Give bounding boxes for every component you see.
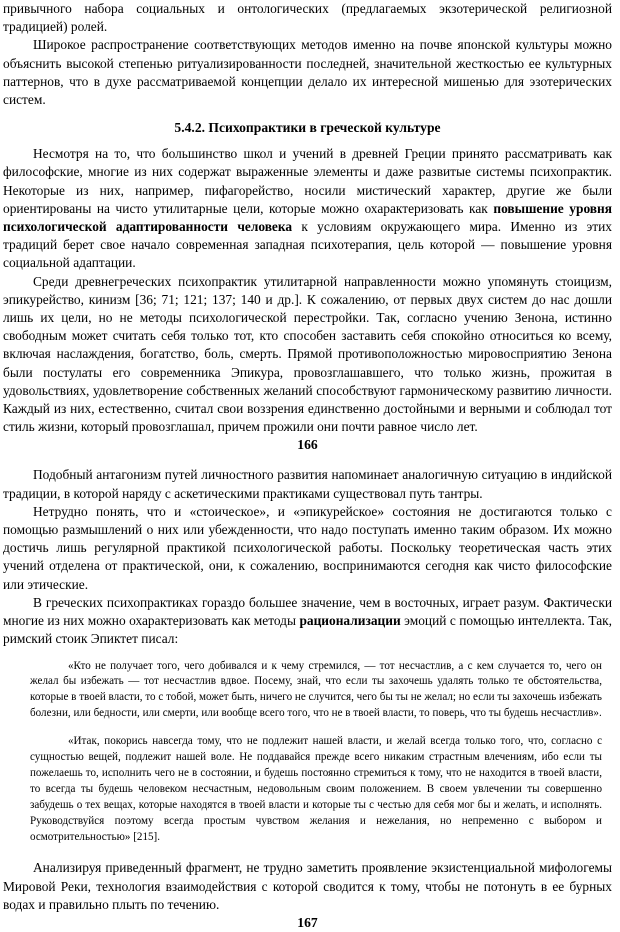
paragraph-greek-intro-bold: повышение уровня психологической адаптированности человека	[3, 200, 612, 235]
quote-epictetus-2: «Итак, покорись навсегда тому, что не подлежит нашей власти, и желай всегда только того, что, согласно с сущностью вещей, подлежит нашей воле. Не поддавайся прежде всего никаким страстным влечениям, ибо если ты пожелаешь то, исполнить чего не в состоянии, и будешь постоянно стремиться к тому, что не находится в твоей власти, то всегда ты будешь человеком несчастным, недовольным своим положением. В своем увлечении ты совершенно забудешь о тех вещах, которые находятся в твоей власти и которые ты с честью для себя мог бы и желать, и исполнять. Руководствуйся поэтому всегда простым чувством желания и нежелания, но непременно с выбором и осмотрительностью» [215].	[30, 735, 602, 843]
paragraph-reason	[3, 594, 612, 649]
paragraph-greek-intro-tail: к условиям окружающего мира. Именно из этих традиций берет свое начало современная западная психотерапия, цель которой — повышение уровня социальной адаптации.	[3, 219, 612, 271]
paragraph-continuation: привычного набора социальных и онтологических (предлагаемых экзотерической религиозной традицией) ролей.	[3, 1, 612, 35]
paragraph-reason-bold: рационализации	[299, 613, 401, 629]
paragraph-stoicism: Среди древнегреческих психопрактик утилитарной направленности можно упомянуть стоицизм, эпикурейство, кинизм [36; 71; 121; 137; 140 и др.]. К сожалению, от первых двух систем до нас дошли лишь их цели, но не методы психологической перестройки. Так, согласно учению Зенона, истинно свободным может считать себя только тот, кто способен заставить себя спокойно относиться ко всему, включая наслаждения, богатство, боль, смерть. Прямой противоположностью мировосприятию Зенона были постулаты его современника Эпикура, провозглашавшего, что только жизнь, прожитая в удовольствиях, удовлетворение собственных желаний способствуют гармоническому развитию личности. Каждый из них, естественно, считал свои воззрения единственно достойными и верными и соблюдал тот стиль жизни, который провозглашал, причем прожили они почти равное число лет.	[3, 273, 612, 435]
paragraph-states: Нетрудно понять, что и «стоическое», и «эпикурейское» состояния не достигаются только с помощью размышлений о них или убежденности, что надо поступать именно таким образом. Их можно достичь лишь регулярной практикой психологической работы. Поскольку теоретическая часть этих учений отделена от практической, они, к сожалению, воспринимаются сегодня как чисто философские или этические.	[3, 503, 612, 592]
page-number: 166	[297, 437, 318, 453]
paragraph-analysis: Анализируя приведенный фрагмент, не трудно заметить проявление экзистенциальной мифологемы Мировой Реки, технология взаимодействия с которой сводится к тому, чтобы не потонуть в ее бурных водах и правильно плыть по течению.	[3, 860, 612, 912]
paragraph-antagonism: Подобный антагонизм путей личностного развития напоминает аналогичную ситуацию в индийской традиции, в которой наряду с аскетическими практиками существовал путь тантры.	[3, 467, 612, 501]
paragraph-greek-intro-text: Несмотря на то, что большинство школ и учений в древней Греции принято рассматривать как философские, многие из них содержат выраженные элементы и даже развитые системы психопрактик. Некоторые из них, например, пифагорейство, носили мистический характер, другие же были ориентированы на чисто утилитарные цели, которые можно охарактеризовать как	[3, 146, 612, 216]
paragraph-japanese-culture: Широкое распространение соответствующих методов именно на почве японской культуры можно объяснить высокой степенью ритуализированности последней, значительной жесткостью ее культурных паттернов, что в духе рассматриваемой концепции делало их интересной мишенью для эзотерических систем.	[3, 37, 612, 108]
paragraph-reason-text: В греческих психопрактиках гораздо большее значение, чем в восточных, играет разум. Фактически многие из них можно охарактеризовать как методы	[3, 594, 612, 629]
paragraph-reason-tail: эмоций с помощью интеллекта. Так, римский стоик Эпиктет писал:	[3, 613, 613, 647]
paragraph-greek-intro	[3, 145, 612, 272]
page-number: 167	[297, 915, 318, 931]
section-heading: 5.4.2. Психопрактики в греческой культуре	[174, 120, 441, 136]
quote-epictetus-1: «Кто не получает того, чего добивался и к чему стремился, — тот несчастлив, а с кем случается то, чего он желал бы избежать — тот несчастлив вдвое. Посему, знай, что если ты захочешь удалять только те обстоятельства, которые в твоей власти, то с тобой, может быть, ничего не случится, чего бы ты не желал; но если ты захочешь избежать болезни, или бедности, или смерти, или вообще всего того, что не в твоей власти, то поверь, что ты будешь несчастлив».	[30, 659, 602, 720]
